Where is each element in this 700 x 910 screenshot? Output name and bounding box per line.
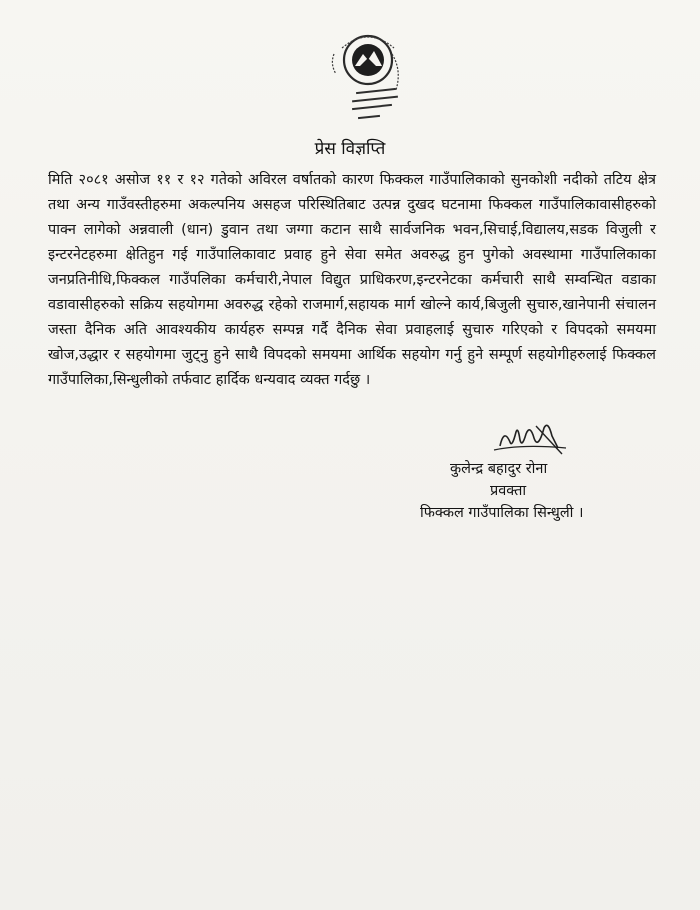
municipality-seal [322,30,418,140]
signature-image [492,418,572,458]
signatory-name: कुलेन्द्र बहादुर रोना [450,461,548,477]
press-release-body: मिति २०८१ असोज ११ र १२ गतेको अविरल वर्षातको कारण फिक्कल गाउँपालिकाको सुनकोशी नदीको तटिय क्षेत्र तथा अन्य गाउँवस्तीहरुमा अकल्पनिय असहज परिस्थितिबाट उत्पन्न दुखद घटनामा फिक्कल गाउँपालिकावासीहरुको पाक्न लागेको अन्नवाली (धान) डुवान तथा जग्गा कटान साथै सार्वजनिक भवन,सिचाई,विद्यालय,सडक विजुली र इन्टरनेटहरुमा क्षेतिहुन गई गाउँपालिकावाट प्रवाह हुने सेवा समेत अवरुद्ध हुन पुगेको अवस्थामा गाउँपालिकाका जनप्रतिनीधि,फिक्कल गाउँपलिका कर्मचारी,नेपाल विद्युत प्राधिकरण,इन्टरनेटका कर्मचारी साथै सम्वन्धित वडाका वडावासीहरुको सक्रिय सहयोगमा अवरुद्ध रहेको राजमार्ग,सहायक मार्ग खोल्ने कार्य,बिजुली सुचारु,खानेपानी संचालन जस्ता दैनिक अति आवश्यकीय कार्यहरु सम्पन्न गर्दै दैनिक सेवा प्रवाहलाई सुचारु गरिएको र विपदको समयमा खोज,उद्धार र सहयोगमा जुट्नु हुने साथै विपदको समयमा आर्थिक सहयोग गर्नु हुने सम्पूर्ण सहयोगीहरुलाई फिक्कल गाउँपालिका,सिन्धुलीको तर्फवाट हार्दिक धन्यवाद व्यक्त गर्दछु । [48,172,656,388]
signatory-role: प्रवक्ता [490,483,527,499]
signatory-block [420,458,640,524]
signatory-organization: फिक्कल गाउँपालिका सिन्धुली । [420,505,584,521]
page-title: प्रेस विज्ञप्ति [314,139,386,159]
